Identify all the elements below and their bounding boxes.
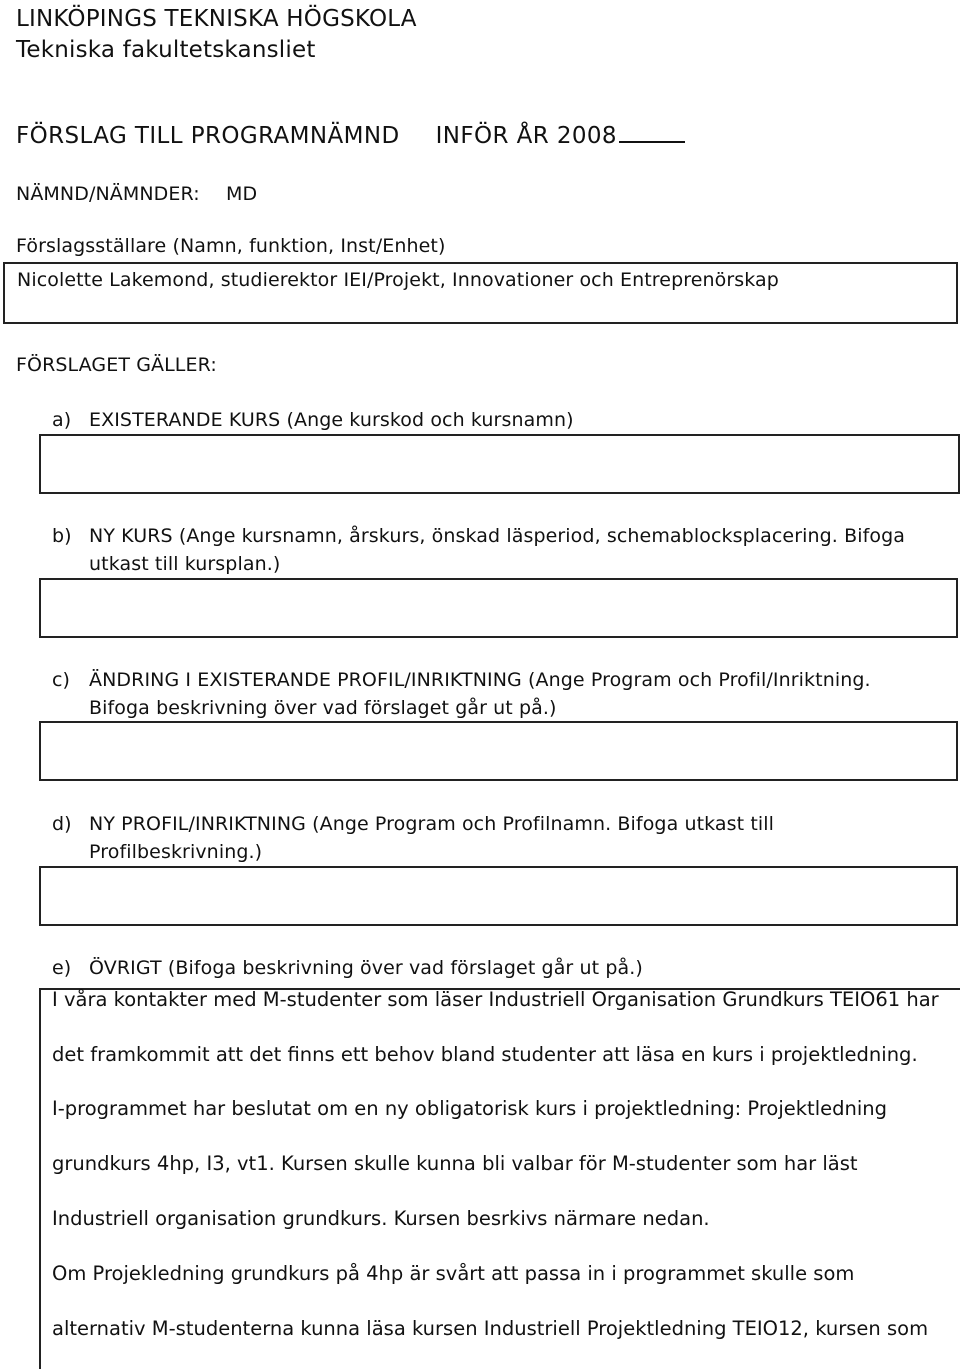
proposer-label: Förslagsställare (Namn, funktion, Inst/Enhet): [16, 235, 446, 257]
year-blank-line: [619, 121, 685, 143]
section-a-box[interactable]: [39, 434, 960, 494]
proposer-value: Nicolette Lakemond, studierektor IEI/Projekt, Innovationer och Entreprenörskap: [17, 269, 779, 291]
section-a-letter: a): [52, 409, 72, 431]
section-c-label-line1: ÄNDRING I EXISTERANDE PROFIL/INRIKTNING (Ange Program och Profil/Inriktning.: [89, 669, 871, 691]
section-d-label-line2: Profilbeskrivning.): [89, 841, 263, 863]
form-title-main: FÖRSLAG TILL PROGRAMNÄMND: [16, 123, 400, 149]
section-e-label: ÖVRIGT (Bifoga beskrivning över vad förslaget går ut på.): [89, 957, 643, 979]
section-e-line-2: det framkommit att det finns ett behov bland studenter att läsa en kurs i projektledning.: [52, 1043, 918, 1066]
section-b-label-line2: utkast till kursplan.): [89, 553, 281, 575]
office-name: Tekniska fakultetskansliet: [16, 37, 316, 63]
section-a-label: EXISTERANDE KURS (Ange kurskod och kursnamn): [89, 409, 574, 431]
committee-value: MD: [226, 183, 258, 205]
section-d-label-line1: NY PROFIL/INRIKTNING (Ange Program och Profilnamn. Bifoga utkast till: [89, 813, 775, 835]
section-d-letter: d): [52, 813, 72, 835]
section-e-line-3: I-programmet har beslutat om en ny obligatorisk kurs i projektledning: Projektledning: [52, 1097, 888, 1120]
section-c-box[interactable]: [39, 721, 958, 781]
section-b-label-line1: NY KURS (Ange kursnamn, årskurs, önskad läsperiod, schemablocksplacering. Bifoga: [89, 525, 906, 547]
section-e-line-7: alternativ M-studenterna kunna läsa kursen Industriell Projektledning TEIO12, kursen som: [52, 1317, 929, 1340]
section-e-letter: e): [52, 957, 72, 979]
university-name: LINKÖPINGS TEKNISKA HÖGSKOLA: [16, 6, 417, 32]
form-title: [16, 121, 685, 148]
section-c-letter: c): [52, 669, 71, 691]
section-e-line-4: grundkurs 4hp, I3, vt1. Kursen skulle kunna bli valbar för M-studenter som har läst: [52, 1152, 858, 1175]
section-e-line-6: Om Projekledning grundkurs på 4hp är svårt att passa in i programmet skulle som: [52, 1262, 855, 1285]
section-b-box[interactable]: [39, 578, 958, 638]
section-d-box[interactable]: [39, 866, 958, 926]
proposer-box[interactable]: [3, 262, 958, 324]
section-e-line-5: Industriell organisation grundkurs. Kursen besrkivs närmare nedan.: [52, 1207, 710, 1230]
section-b-letter: b): [52, 525, 72, 547]
section-c-label-line2: Bifoga beskrivning över vad förslaget går ut på.): [89, 697, 557, 719]
committee-row: [16, 185, 257, 204]
section-e-line-1: I våra kontakter med M-studenter som läser Industriell Organisation Grundkurs TEIO61 har: [52, 988, 939, 1011]
committee-label: NÄMND/NÄMNDER:: [16, 183, 200, 205]
applies-label: FÖRSLAGET GÄLLER:: [16, 354, 217, 376]
form-title-year: INFÖR ÅR 2008: [435, 123, 617, 149]
